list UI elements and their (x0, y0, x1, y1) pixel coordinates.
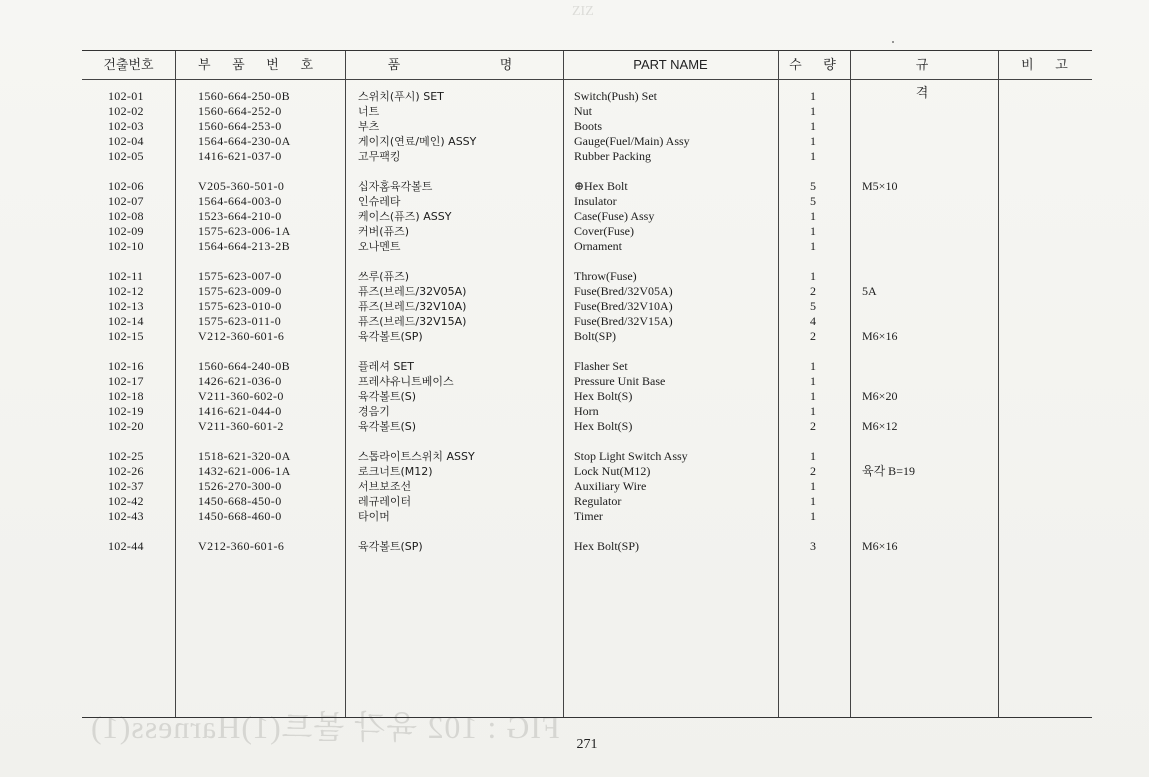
quantity: 1 (810, 89, 816, 103)
table-row (82, 494, 1092, 509)
quantity: 1 (810, 209, 816, 223)
part-name-kr: 부츠 (358, 120, 380, 133)
part-name-en: Pressure Unit Base (574, 374, 666, 388)
quantity: 1 (810, 104, 816, 118)
item-number: 102-05 (108, 149, 144, 163)
page-number: 271 (576, 737, 598, 752)
item-number: 102-20 (108, 419, 144, 433)
specification: M6×16 (862, 329, 898, 343)
table-row (82, 464, 1092, 479)
quantity: 1 (810, 269, 816, 283)
table-row (82, 134, 1092, 149)
item-number: 102-12 (108, 284, 144, 298)
part-name-en: Lock Nut(M12) (574, 464, 651, 478)
table-row (82, 119, 1092, 134)
part-name-kr: 서브보조선 (358, 480, 412, 493)
part-number: 1518-621-320-0A (198, 449, 291, 463)
part-name-kr: 육각볼트(SP) (358, 540, 423, 553)
part-name-en: Insulator (574, 194, 617, 208)
part-name-en: Auxiliary Wire (574, 479, 647, 493)
part-number: 1560-664-250-0B (198, 89, 290, 103)
part-name-en: Fuse(Bred/32V05A) (574, 284, 673, 298)
header-part-number: 부 품 번 호 (197, 57, 323, 72)
part-name-en: Cover(Fuse) (574, 224, 634, 238)
part-number: V212-360-601-6 (198, 539, 285, 553)
table-row (82, 299, 1092, 314)
part-name-en: Rubber Packing (574, 149, 651, 163)
part-name-kr: 플레셔 SET (358, 360, 415, 373)
part-number: 1575-623-007-0 (198, 269, 282, 283)
specification: M6×20 (862, 389, 898, 403)
part-number: 1564-664-213-2B (198, 239, 290, 253)
table-row (82, 479, 1092, 494)
item-number: 102-37 (108, 479, 144, 493)
parts-rows (82, 89, 1092, 554)
part-name-kr: 인슈레타 (358, 195, 401, 208)
part-name-en: Stop Light Switch Assy (574, 449, 688, 463)
quantity: 1 (810, 404, 816, 418)
part-name-en: Fuse(Bred/32V15A) (574, 314, 673, 328)
item-number: 102-42 (108, 494, 144, 508)
quantity: 1 (810, 389, 816, 403)
part-number: 1416-621-044-0 (198, 404, 282, 418)
part-name-kr: 로크너트(M12) (358, 465, 433, 478)
part-name-en: Gauge(Fuel/Main) Assy (574, 134, 690, 148)
item-number: 102-16 (108, 359, 144, 373)
bleed-through-text: ZIZ (572, 4, 594, 19)
part-name-en: Hex Bolt(S) (574, 419, 633, 433)
part-name-kr: 경음기 (358, 405, 390, 418)
item-number: 102-44 (108, 539, 144, 553)
table-row (82, 194, 1092, 209)
specification: M6×12 (862, 419, 898, 433)
quantity: 2 (810, 464, 816, 478)
parts-table (82, 50, 1092, 718)
item-number: 102-25 (108, 449, 144, 463)
quantity: 1 (810, 239, 816, 253)
part-number: 1575-623-010-0 (198, 299, 282, 313)
part-name-en: Hex Bolt(SP) (574, 539, 640, 553)
bleed-through-caption: FIG : 102 육각 볼트(1)Harness(1) (90, 709, 560, 745)
table-row (82, 389, 1092, 404)
quantity: 1 (810, 494, 816, 508)
part-name-kr: 커버(퓨즈) (358, 225, 410, 238)
part-name-kr: 쓰루(퓨즈) (358, 270, 410, 283)
part-name-kr: 프레샤유니트베이스 (358, 375, 454, 388)
item-number: 102-17 (108, 374, 144, 388)
table-row (82, 419, 1092, 434)
item-number: 102-43 (108, 509, 144, 523)
item-number: 102-08 (108, 209, 144, 223)
part-number: 1575-623-009-0 (198, 284, 282, 298)
quantity: 1 (810, 479, 816, 493)
item-number: 102-06 (108, 179, 144, 193)
item-number: 102-18 (108, 389, 144, 403)
item-number: 102-19 (108, 404, 144, 418)
quantity: 2 (810, 419, 816, 433)
quantity: 2 (810, 329, 816, 343)
part-name-kr: 타이머 (358, 510, 390, 523)
table-row (82, 374, 1092, 389)
specification: M5×10 (862, 179, 898, 193)
table-row (82, 269, 1092, 284)
speck (892, 41, 894, 43)
table-row (82, 179, 1092, 194)
quantity: 1 (810, 374, 816, 388)
part-number: 1560-664-253-0 (198, 119, 282, 133)
part-number: 1432-621-006-1A (198, 464, 291, 478)
item-number: 102-01 (108, 89, 144, 103)
part-name-en: Switch(Push) Set (574, 89, 658, 103)
table-row (82, 539, 1092, 554)
item-number: 102-10 (108, 239, 144, 253)
table-row (82, 209, 1092, 224)
part-number: V212-360-601-6 (198, 329, 285, 343)
part-number: 1575-623-011-0 (198, 314, 282, 328)
part-name-kr: 스위치(푸시) SET (358, 90, 444, 103)
part-name-kr: 육각볼트(SP) (358, 330, 423, 343)
table-row (82, 449, 1092, 464)
part-number: 1450-668-460-0 (198, 509, 282, 523)
item-number: 102-09 (108, 224, 144, 238)
part-name-kr: 오나멘트 (358, 240, 401, 253)
quantity: 3 (810, 539, 816, 553)
item-number: 102-15 (108, 329, 144, 343)
part-name-kr: 퓨즈(브레드/32V10A) (358, 300, 467, 313)
quantity: 1 (810, 119, 816, 133)
specification: 5A (862, 284, 877, 298)
part-number: V211-360-602-0 (198, 389, 284, 403)
part-name-en: Bolt(SP) (574, 329, 617, 343)
item-number: 102-11 (108, 269, 144, 283)
table-row (82, 509, 1092, 524)
table-row (82, 149, 1092, 164)
quantity: 1 (810, 509, 816, 523)
quantity: 1 (810, 359, 816, 373)
part-name-kr: 스톱라이트스위치 ASSY (358, 450, 475, 463)
table-row (82, 329, 1092, 344)
header-part-name: PART NAME (633, 57, 708, 72)
quantity: 1 (810, 449, 816, 463)
quantity: 5 (810, 194, 816, 208)
part-name-kr: 케이스(퓨즈) ASSY (358, 210, 452, 223)
table-row (82, 284, 1092, 299)
part-number: 1575-623-006-1A (198, 224, 291, 238)
part-name-en: Timer (574, 509, 603, 523)
part-name-kr: 육각볼트(S) (358, 420, 417, 433)
table-row (82, 89, 1092, 104)
header-item-no: 건출번호 (103, 57, 154, 72)
part-name-kr: 십자홈육각볼트 (358, 180, 433, 193)
item-number: 102-13 (108, 299, 144, 313)
part-number: 1416-621-037-0 (198, 149, 282, 163)
part-name-en: Boots (574, 119, 603, 133)
table-row (82, 239, 1092, 254)
part-number: 1564-664-230-0A (198, 134, 291, 148)
part-name-kr: 게이지(연료/메인) ASSY (358, 135, 477, 148)
part-name-en: Flasher Set (574, 359, 628, 373)
item-number: 102-14 (108, 314, 144, 328)
part-name-kr: 너트 (358, 105, 380, 118)
part-name-en: Regulator (574, 494, 622, 508)
header-qty: 수 량 (789, 57, 845, 72)
quantity: 5 (810, 179, 816, 193)
part-name-kr: 퓨즈(브레드/32V15A) (358, 315, 467, 328)
table-row (82, 104, 1092, 119)
part-name-en: Fuse(Bred/32V10A) (574, 299, 673, 313)
table-row (82, 404, 1092, 419)
part-name-kr: 레규레이터 (358, 495, 412, 508)
item-number: 102-04 (108, 134, 144, 148)
part-number: 1426-621-036-0 (198, 374, 282, 388)
table-row (82, 314, 1092, 329)
part-name-kr: 육각볼트(S) (358, 390, 417, 403)
quantity: 4 (810, 314, 816, 328)
part-name-en: Nut (574, 104, 592, 118)
part-number: 1564-664-003-0 (198, 194, 282, 208)
part-name-en: ⊕Hex Bolt (574, 179, 628, 193)
table-row (82, 224, 1092, 239)
header-remark: 비 고 (1021, 57, 1077, 72)
header-name-kr: 품 명 (387, 57, 561, 72)
specification: M6×16 (862, 539, 898, 553)
part-number: 1523-664-210-0 (198, 209, 282, 223)
part-name-en: Case(Fuse) Assy (574, 209, 655, 223)
part-number: 1450-668-450-0 (198, 494, 282, 508)
part-name-en: Horn (574, 404, 599, 418)
part-number: 1560-664-240-0B (198, 359, 290, 373)
part-number: 1560-664-252-0 (198, 104, 282, 118)
part-name-en: Hex Bolt(S) (574, 389, 633, 403)
part-number: 1526-270-300-0 (198, 479, 282, 493)
part-name-kr: 고무팩킹 (358, 150, 401, 163)
header-spec: 규 격 (915, 57, 977, 100)
item-number: 102-03 (108, 119, 144, 133)
table-row (82, 359, 1092, 374)
quantity: 1 (810, 224, 816, 238)
part-number: V205-360-501-0 (198, 179, 285, 193)
quantity: 1 (810, 134, 816, 148)
item-number: 102-26 (108, 464, 144, 478)
specification: 육각 B=19 (862, 464, 915, 478)
part-name-en: Ornament (574, 239, 622, 253)
part-name-en: Throw(Fuse) (574, 269, 637, 283)
quantity: 2 (810, 284, 816, 298)
part-number: V211-360-601-2 (198, 419, 284, 433)
part-name-kr: 퓨즈(브레드/32V05A) (358, 285, 467, 298)
item-number: 102-07 (108, 194, 144, 208)
item-number: 102-02 (108, 104, 144, 118)
quantity: 1 (810, 149, 816, 163)
quantity: 5 (810, 299, 816, 313)
